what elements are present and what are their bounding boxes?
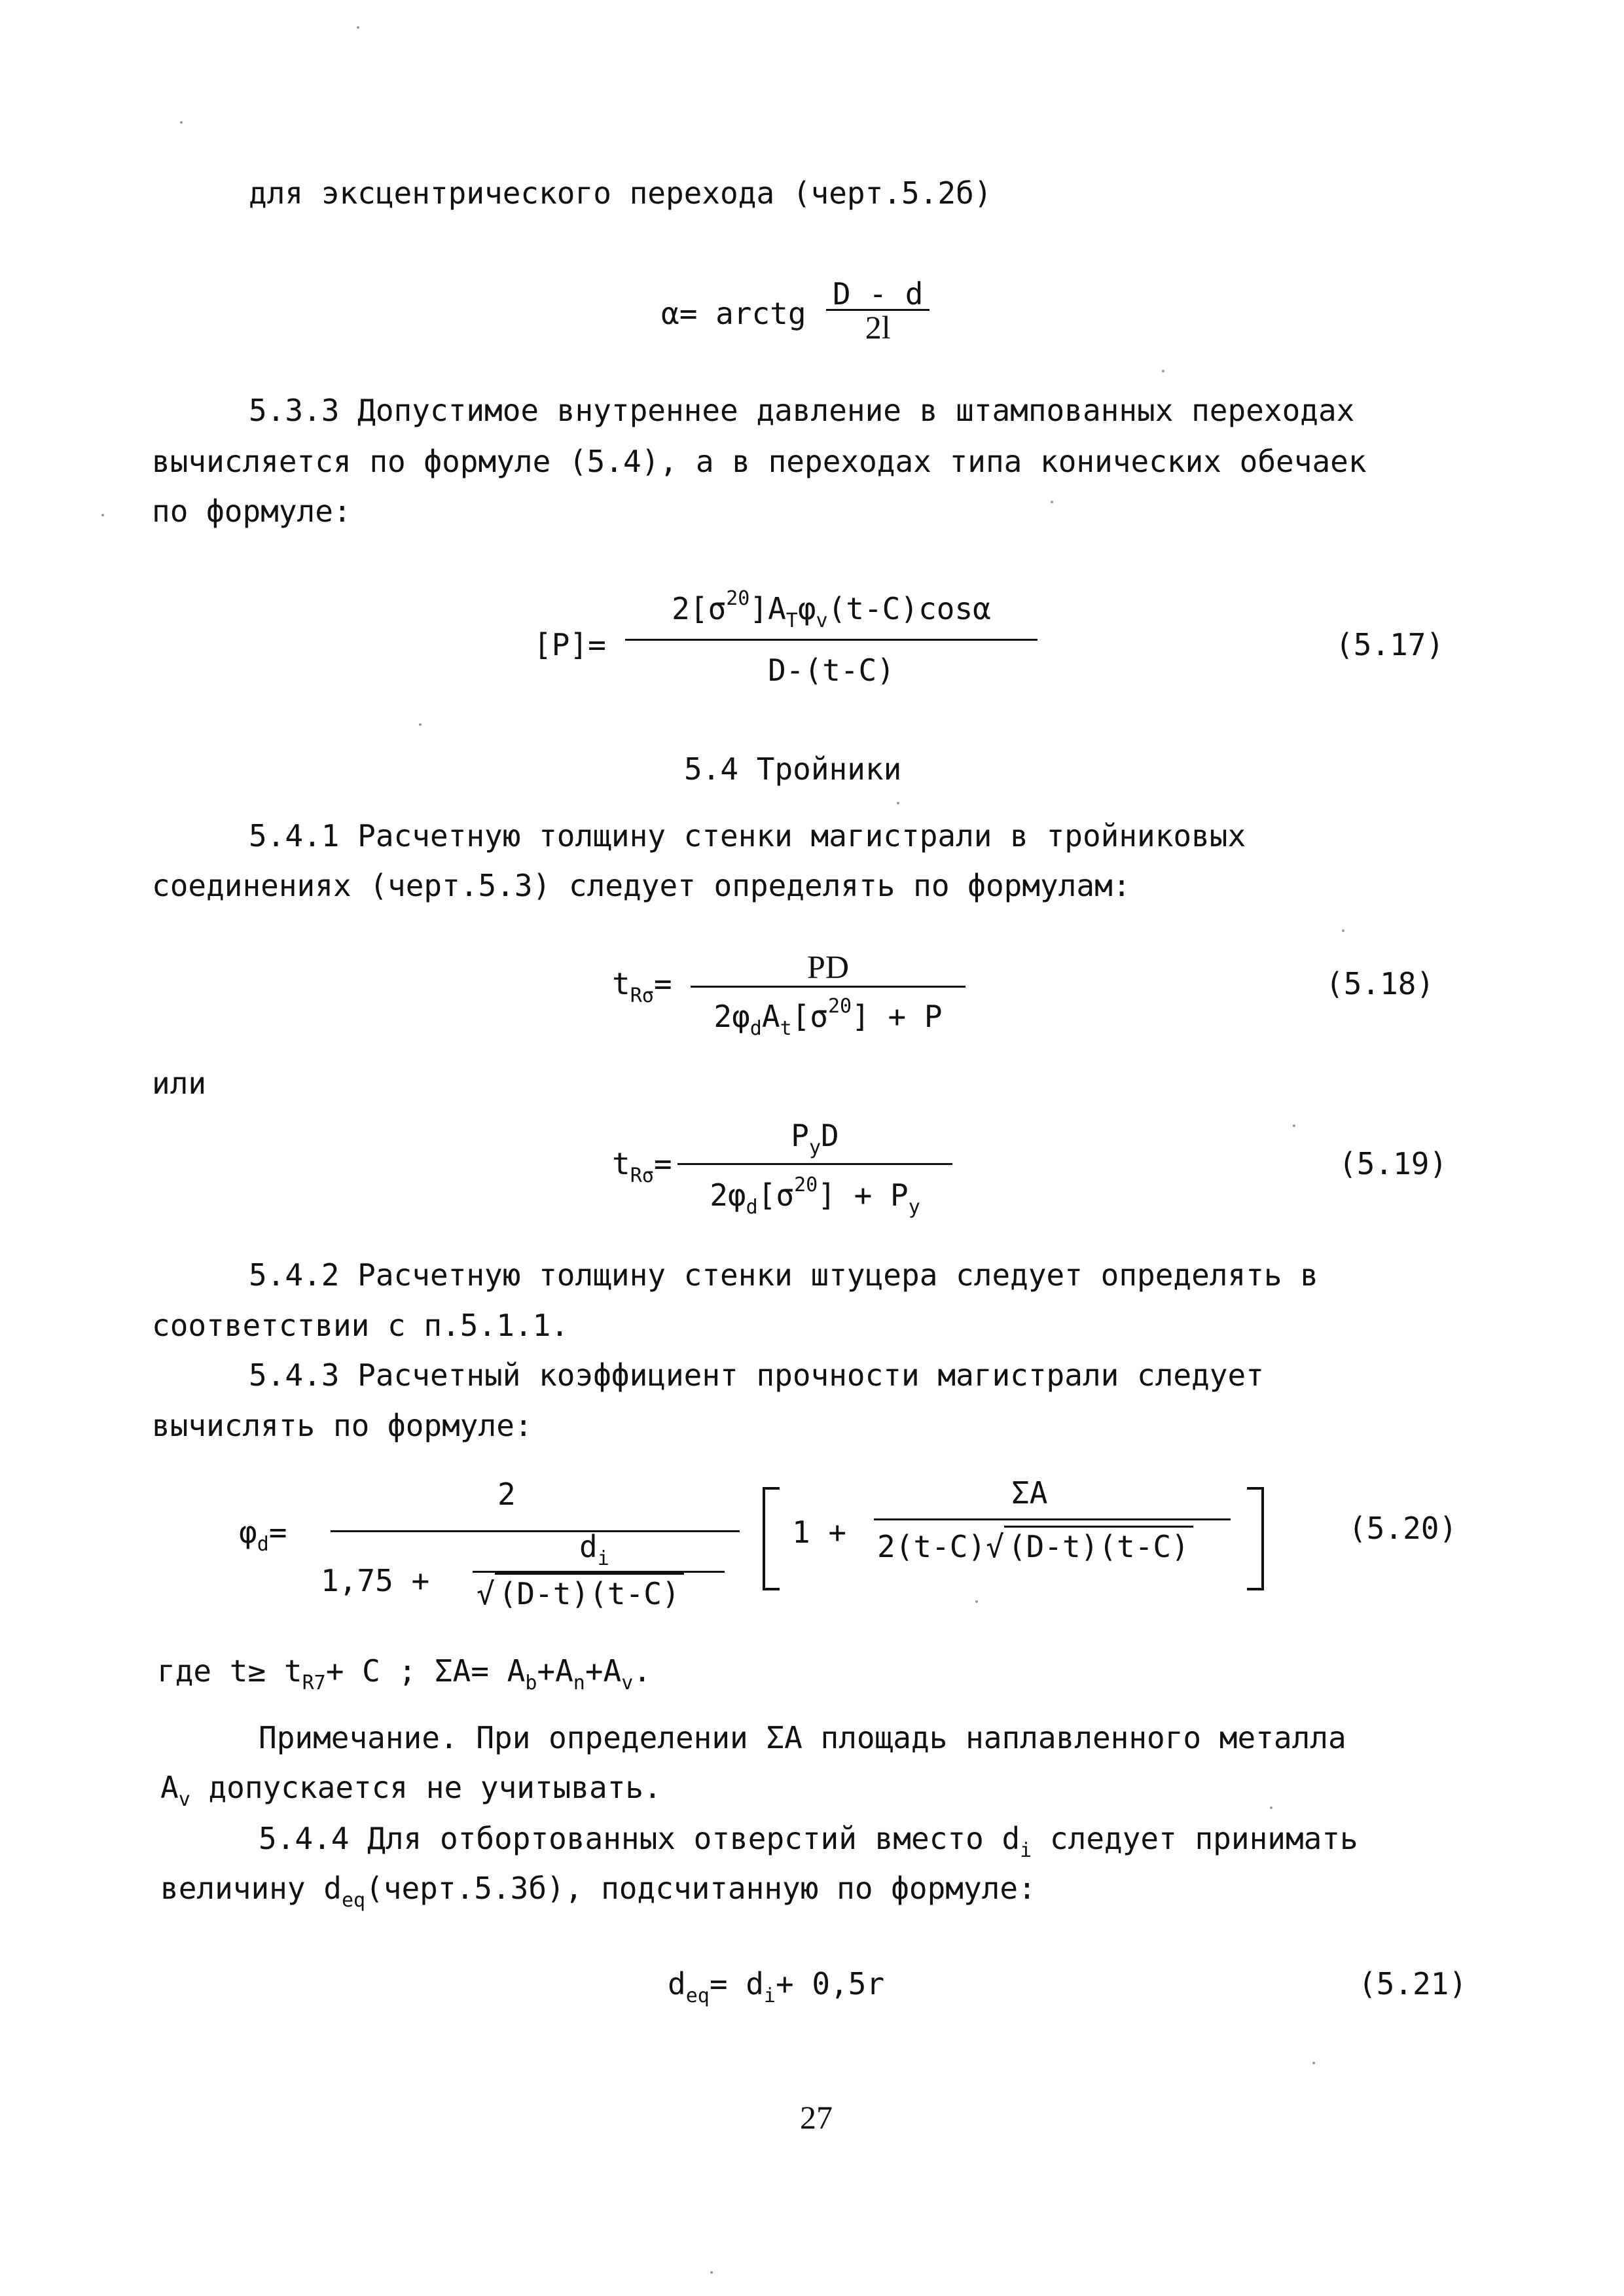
fraction-denominator: $2\varphi_d[\sigma^{20}] + P_y$: [710, 1174, 920, 1219]
paragraph-text: вычисляется по формуле (5.4), а в переходах типа конических обечаек: [152, 444, 1367, 479]
formula-519-label: (5.19): [1339, 1146, 1448, 1181]
formula-517-fraction: [625, 587, 1038, 688]
formula-alpha-lhs: α= arctg: [661, 296, 806, 331]
bracket-fraction-numerator: ΣA: [1011, 1475, 1048, 1511]
fraction-bar: [677, 1163, 952, 1165]
formula-519-fraction: [677, 1118, 952, 1219]
scan-speck: [710, 2271, 713, 2274]
scan-speck: [1051, 501, 1053, 503]
fraction-denominator: D-(t-C): [768, 653, 895, 688]
page-number: 27: [800, 2099, 833, 2136]
formula-519-lhs: $t_{R\sigma}=$: [612, 1146, 672, 1187]
section-heading: 5.4 Тройники: [684, 751, 902, 787]
note-line: [259, 1720, 1483, 1755]
fraction-denominator-constant: 1,75 +: [321, 1563, 430, 1598]
scan-speck: [419, 723, 422, 726]
paragraph-line: величину $d_{eq}(черт.5.3б)$, подсчитанную по формуле:: [160, 1871, 1036, 1912]
bracket-fraction-bar: [874, 1518, 1231, 1520]
bracket-term: 1 +: [792, 1515, 847, 1550]
fraction-numerator: 2: [497, 1477, 516, 1512]
paragraph-line: по формуле:: [152, 493, 352, 529]
fraction-bar: [331, 1530, 740, 1532]
scan-speck: [101, 514, 104, 516]
paragraph-line: [249, 818, 1481, 853]
inner-numerator: $d_i$: [579, 1529, 609, 1570]
paragraph-line: 5.3.3 Допустимое внутреннее давление в штампованных переходах: [249, 393, 1355, 428]
formula-520-lhs: $\varphi_d=$: [239, 1515, 287, 1556]
paragraph-line: 5.4.4 Для отбортованных отверстий вместо $d_i$ следует принимать: [259, 1821, 1358, 1862]
sqrt-icon: √: [477, 1576, 495, 1611]
scan-speck: [975, 1600, 978, 1603]
bracket-fraction-denominator: 2(t-C)√ (D-t)(t-C): [877, 1532, 1193, 1562]
inner-denominator: √ (D-t)(t-C): [477, 1579, 684, 1609]
paragraph-line: [249, 1357, 1481, 1393]
paragraph-text: 5.4.1 Расчетную толщину стенки магистрали в тройниковых: [249, 818, 1246, 853]
connector-word: или: [152, 1066, 207, 1101]
formula-alpha-fraction: [826, 276, 929, 346]
formula-517-lhs: [P]=: [533, 627, 606, 662]
fraction-denominator: 2l: [865, 309, 891, 346]
fraction-numerator: $P_yD$: [791, 1118, 839, 1159]
formula-520-label: (5.20): [1348, 1511, 1458, 1546]
formula-521-label: (5.21): [1358, 1966, 1468, 2001]
paragraph-text: 5.4.2 Расчетную толщину стенки штуцера следует определять в: [249, 1257, 1318, 1293]
formula-518-fraction: [691, 950, 965, 1039]
formula-518-lhs: $t_{R\sigma}=$: [612, 966, 672, 1007]
formula-518-label: (5.18): [1326, 966, 1435, 1001]
fraction-denominator: $2\varphi_dA_t[\sigma^{20}] + P$: [713, 995, 943, 1040]
scan-speck: [1293, 1124, 1295, 1127]
scan-speck: [1162, 370, 1164, 372]
paragraph-line: для эксцентрического перехода (черт.5.2б): [249, 175, 992, 211]
sqrt-icon: √: [986, 1529, 1004, 1564]
paragraph-line: [152, 444, 1481, 479]
scan-speck: [1342, 929, 1344, 932]
note-text: Примечание. При определении ΣA площадь наплавленного металла: [259, 1720, 1346, 1755]
fraction-numerator: PD: [807, 948, 849, 985]
scan-speck: [1312, 2062, 1315, 2064]
paragraph-line: [249, 1257, 1481, 1293]
scan-speck: [1270, 1806, 1272, 1809]
paragraph-line: соединениях (черт.5.3) следует определять по формулам:: [152, 868, 1131, 903]
fraction-numerator: $2[\sigma^{20}]A_T\varphi_v(t-C)\cos\alpha$: [672, 587, 991, 632]
paragraph-text: 5.4.3 Расчетный коэффициент прочности магистрали следует: [249, 1357, 1264, 1393]
formula-517-label: (5.17): [1335, 627, 1445, 662]
fraction-bar: [691, 986, 965, 988]
formula-521: $d_{eq}= d_i+ 0,5r$: [668, 1966, 885, 2007]
formula-conditions: где $t\ge t_{R7}+ C$ ; $\Sigma A= A_b+A_n+A_v$.: [157, 1653, 651, 1695]
fraction-bar: [625, 639, 1038, 641]
paragraph-line: вычислять по формуле:: [152, 1408, 533, 1443]
note-line: $A_v$ допускается не учитывать.: [160, 1770, 662, 1811]
left-bracket-icon: [763, 1487, 780, 1590]
scan-speck: [357, 26, 359, 29]
right-bracket-icon: [1247, 1487, 1264, 1590]
paragraph-line: соответствии с п.5.1.1.: [152, 1308, 569, 1343]
fraction-numerator: D - d: [833, 276, 924, 312]
scan-speck: [180, 121, 183, 124]
scan-speck: [897, 802, 899, 804]
